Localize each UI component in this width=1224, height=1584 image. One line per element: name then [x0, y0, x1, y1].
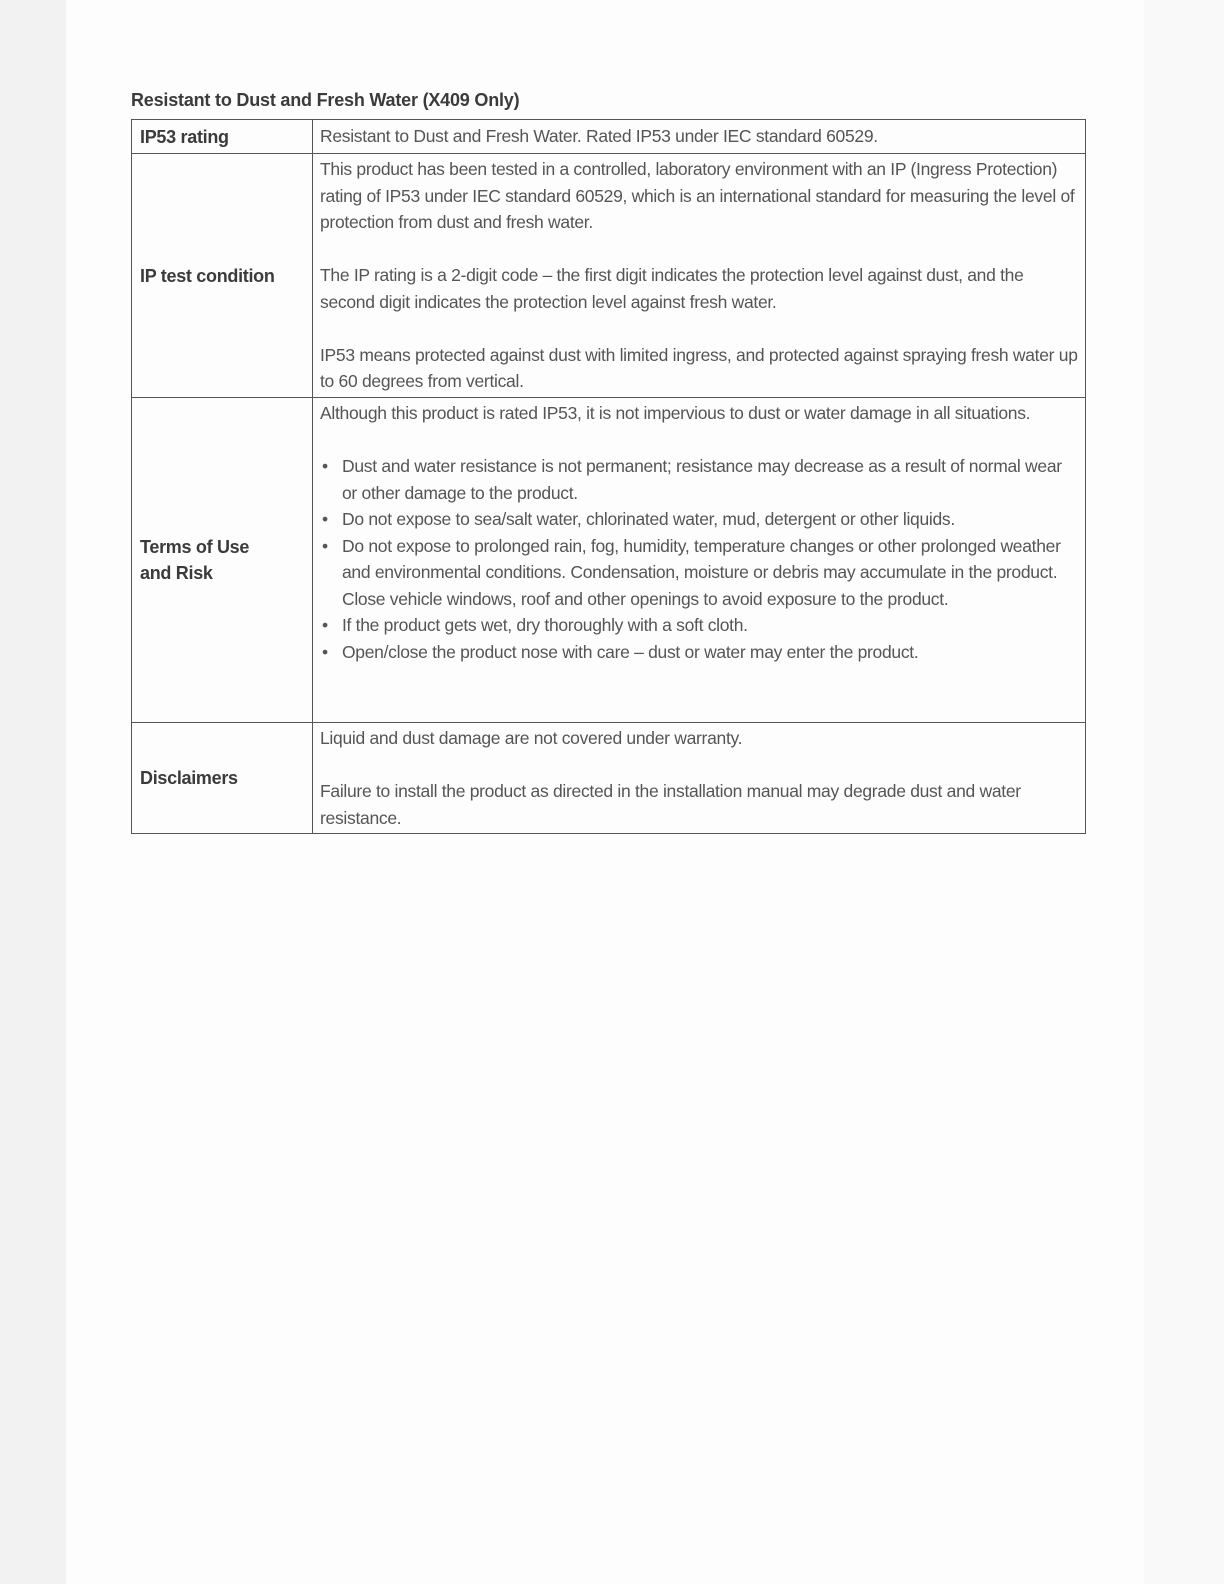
row-label-ip53-rating: IP53 rating [132, 120, 313, 154]
terms-label-line: Terms of Use [140, 537, 250, 557]
list-item-text: If the product gets wet, dry thoroughly with a soft cloth. [342, 615, 748, 635]
disclaimer-paragraph: Liquid and dust damage are not covered under warranty. [320, 728, 743, 748]
section-title: Resistant to Dust and Fresh Water (X409 Only) [131, 90, 520, 110]
table-row-terms-of-use [132, 398, 1086, 723]
table-row-disclaimers [132, 723, 1086, 834]
row-value-disclaimers [313, 723, 1086, 834]
test-paragraph: IP53 means protected against dust with limited ingress, and protected against spraying fresh water up to 60 degrees from vertical. [320, 344, 1078, 391]
list-item [320, 533, 1079, 613]
row-value-ip-test-condition [313, 154, 1086, 398]
terms-label-line: and Risk [140, 563, 213, 583]
table-row-ip-test-condition [132, 154, 1086, 398]
scan-margin-left [0, 0, 66, 1584]
list-item-text: Do not expose to prolonged rain, fog, humidity, temperature changes or other prolonged weather and environmental conditions. Condensation, moisture or debris may accumulate in the product. Close vehicle windows, roof and other openings to avoid exposure to the product. [342, 535, 1061, 609]
row-value-ip53-rating [313, 120, 1086, 154]
list-item [320, 453, 1079, 506]
list-item-text: Dust and water resistance is not permanent; resistance may decrease as a result of normal wear or other damage to the product. [342, 456, 1062, 503]
rating-text: Resistant to Dust and Fresh Water. Rated IP53 under IEC standard 60529. [320, 126, 878, 146]
bullet-icon: • [322, 456, 328, 476]
list-item-text: Open/close the product nose with care – dust or water may enter the product. [342, 641, 919, 662]
row-value-terms-of-use [313, 398, 1086, 723]
terms-intro: Although this product is rated IP53, it is not impervious to dust or water damage in all situations. [320, 403, 1031, 423]
list-item-text: Do not expose to sea/salt water, chlorinated water, mud, detergent or other liquids. [342, 509, 955, 529]
bullet-icon: • [322, 535, 328, 556]
scan-margin-right [1144, 0, 1224, 1584]
list-item [320, 506, 1079, 533]
list-item [320, 612, 1079, 639]
test-paragraph: This product has been tested in a controlled, laboratory environment with an IP (Ingress Protection) rating of IP53 under IEC standard 60529, which is an international standard for measuring the level of protection from dust and fresh water. [320, 159, 1075, 232]
terms-bullet-list [320, 453, 1079, 665]
bullet-icon: • [322, 509, 328, 529]
list-item [320, 639, 1079, 666]
row-label-disclaimers: Disclaimers [132, 723, 313, 834]
ip-rating-table [131, 119, 1086, 834]
table-row-ip53-rating [132, 120, 1086, 154]
disclaimer-paragraph: Failure to install the product as directed in the installation manual may degrade dust and water resistance. [320, 781, 1021, 828]
bullet-icon: • [322, 615, 328, 635]
row-label-terms-of-use [132, 398, 313, 723]
bullet-icon: • [322, 641, 328, 662]
test-paragraph: The IP rating is a 2-digit code – the first digit indicates the protection level against dust, and the second digit indicates the protection level against fresh water. [320, 265, 1024, 312]
row-label-ip-test-condition: IP test condition [132, 154, 313, 398]
